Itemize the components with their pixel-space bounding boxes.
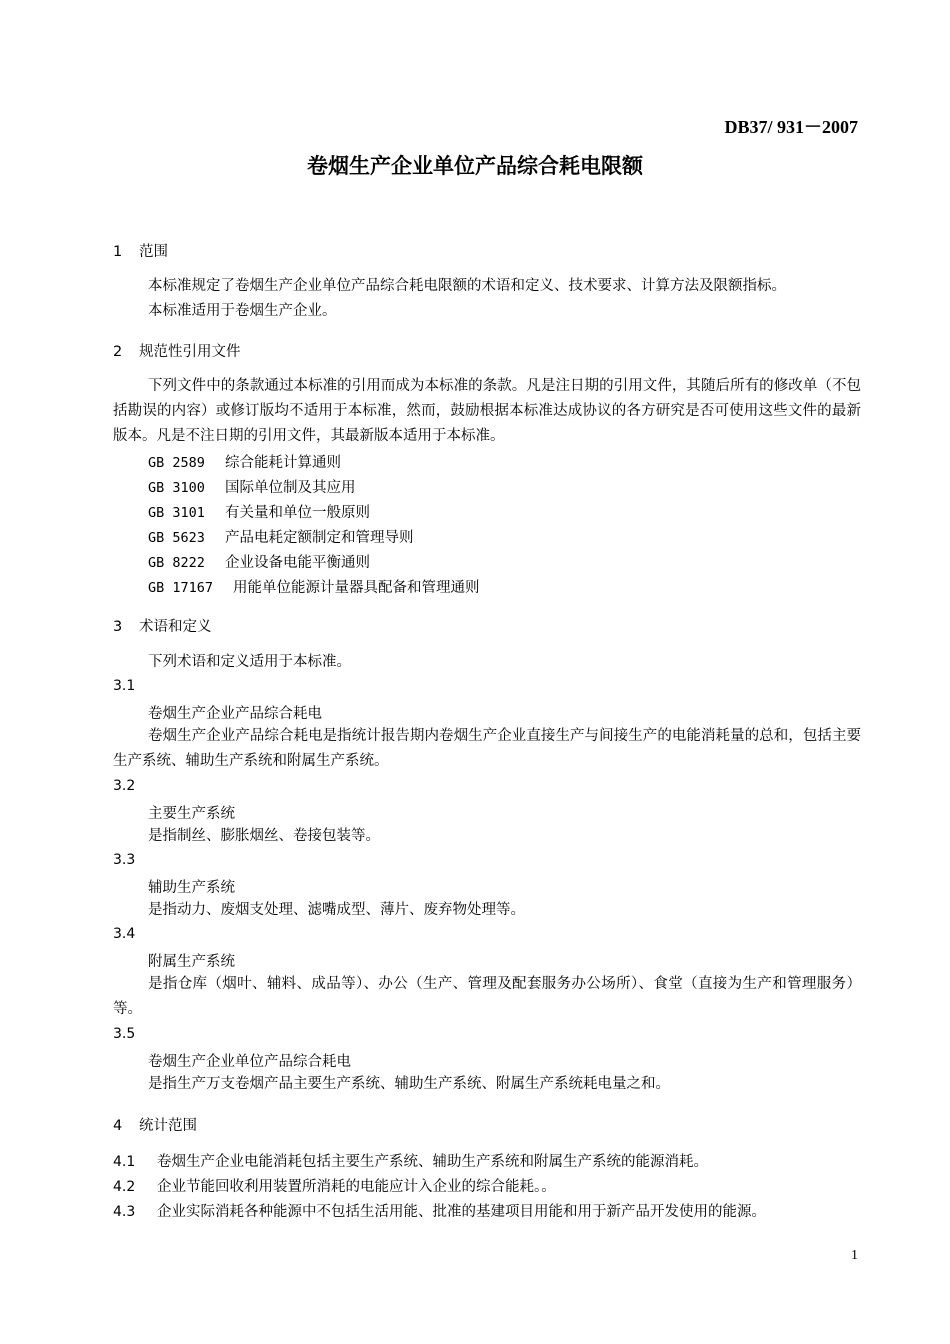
section-3-intro: 下列术语和定义适用于本标准。 <box>148 654 351 670</box>
term-name: 主要生产系统 <box>148 806 235 822</box>
reference-code: GB 8222 <box>148 555 205 571</box>
term-number: 3.2 <box>113 778 136 794</box>
document-title: 卷烟生产企业单位产品综合耗电限额 <box>307 154 643 178</box>
term-name: 附属生产系统 <box>148 954 235 970</box>
reference-item <box>148 576 480 597</box>
reference-code: GB 5623 <box>148 530 205 546</box>
term-definition: 卷烟生产企业产品综合耗电是指统计报告期内卷烟生产企业直接生产与间接生产的电能消耗量的总和，包括主要生产系统、辅助生产系统和附属生产系统。 <box>113 728 861 769</box>
item-number: 4.1 <box>113 1154 136 1170</box>
term-number: 3.5 <box>113 1026 136 1042</box>
section-title: 规范性引用文件 <box>139 344 241 360</box>
reference-name: 用能单位能源计量器具配备和管理通则 <box>233 580 480 596</box>
reference-item <box>148 526 414 547</box>
term-definition: 是指仓库（烟叶、辅料、成品等）、办公（生产、管理及配套服务办公场所）、食堂（直接为生产和管理服务）等。 <box>113 976 861 1017</box>
section-title: 统计范围 <box>139 1118 197 1134</box>
reference-code: GB 17167 <box>148 580 214 596</box>
list-item <box>113 1150 708 1171</box>
section-title: 术语和定义 <box>139 619 212 635</box>
reference-item <box>148 476 356 497</box>
term-number: 3.3 <box>113 852 136 868</box>
reference-item <box>148 451 341 472</box>
term-number: 3.4 <box>113 926 136 942</box>
section-number: 2 <box>113 344 123 360</box>
section-number: 1 <box>113 244 123 260</box>
list-item <box>113 1200 766 1221</box>
term-name: 卷烟生产企业产品综合耗电 <box>148 706 322 722</box>
section-number: 3 <box>113 619 123 635</box>
section-1-paragraph-2: 本标准适用于卷烟生产企业。 <box>148 303 337 319</box>
term-name: 辅助生产系统 <box>148 880 235 896</box>
section-number: 4 <box>113 1118 123 1134</box>
section-title: 范围 <box>139 244 168 260</box>
term-definition: 是指制丝、膨胀烟丝、卷接包装等。 <box>148 828 380 844</box>
term-definition: 是指生产万支卷烟产品主要生产系统、辅助生产系统、附属生产系统耗电量之和。 <box>148 1076 670 1092</box>
section-2-paragraph: 下列文件中的条款通过本标准的引用而成为本标准的条款。凡是注日期的引用文件，其随后所有的修改单（不包括勘误的内容）或修订版均不适用于本标准，然而，鼓励根据本标准达成协议的各方研究是否可使用这些文件的最新版本。凡是不注日期的引用文件，其最新版本适用于本标准。 <box>113 378 861 444</box>
term-definition: 是指动力、废烟支处理、滤嘴成型、薄片、废弃物处理等。 <box>148 902 525 918</box>
section-4-heading <box>113 1114 197 1135</box>
item-text: 企业实际消耗各种能源中不包括生活用能、批准的基建项目用能和用于新产品开发使用的能源。 <box>157 1204 766 1220</box>
reference-name: 有关量和单位一般原则 <box>225 505 370 521</box>
reference-item <box>148 501 370 522</box>
reference-code: GB 3101 <box>148 505 205 521</box>
reference-name: 国际单位制及其应用 <box>225 480 356 496</box>
item-number: 4.3 <box>113 1204 136 1220</box>
section-1-paragraph-1: 本标准规定了卷烟生产企业单位产品综合耗电限额的术语和定义、技术要求、计算方法及限额指标。 <box>148 278 786 294</box>
section-1-heading <box>113 240 168 261</box>
standard-number: DB37/ 931－2007 <box>724 117 858 137</box>
reference-name: 企业设备电能平衡通则 <box>225 555 370 571</box>
page-number: 1 <box>851 1248 858 1263</box>
item-text: 卷烟生产企业电能消耗包括主要生产系统、辅助生产系统和附属生产系统的能源消耗。 <box>157 1154 708 1170</box>
term-number: 3.1 <box>113 678 136 694</box>
section-3-heading <box>113 615 212 636</box>
reference-code: GB 3100 <box>148 480 205 496</box>
section-2-heading <box>113 340 241 361</box>
reference-name: 产品电耗定额制定和管理导则 <box>225 530 414 546</box>
term-name: 卷烟生产企业单位产品综合耗电 <box>148 1054 351 1070</box>
list-item <box>113 1175 556 1196</box>
reference-code: GB 2589 <box>148 455 205 471</box>
item-text: 企业节能回收利用装置所消耗的电能应计入企业的综合能耗。。 <box>157 1179 556 1195</box>
item-number: 4.2 <box>113 1179 136 1195</box>
reference-name: 综合能耗计算通则 <box>225 455 341 471</box>
reference-item <box>148 551 370 572</box>
